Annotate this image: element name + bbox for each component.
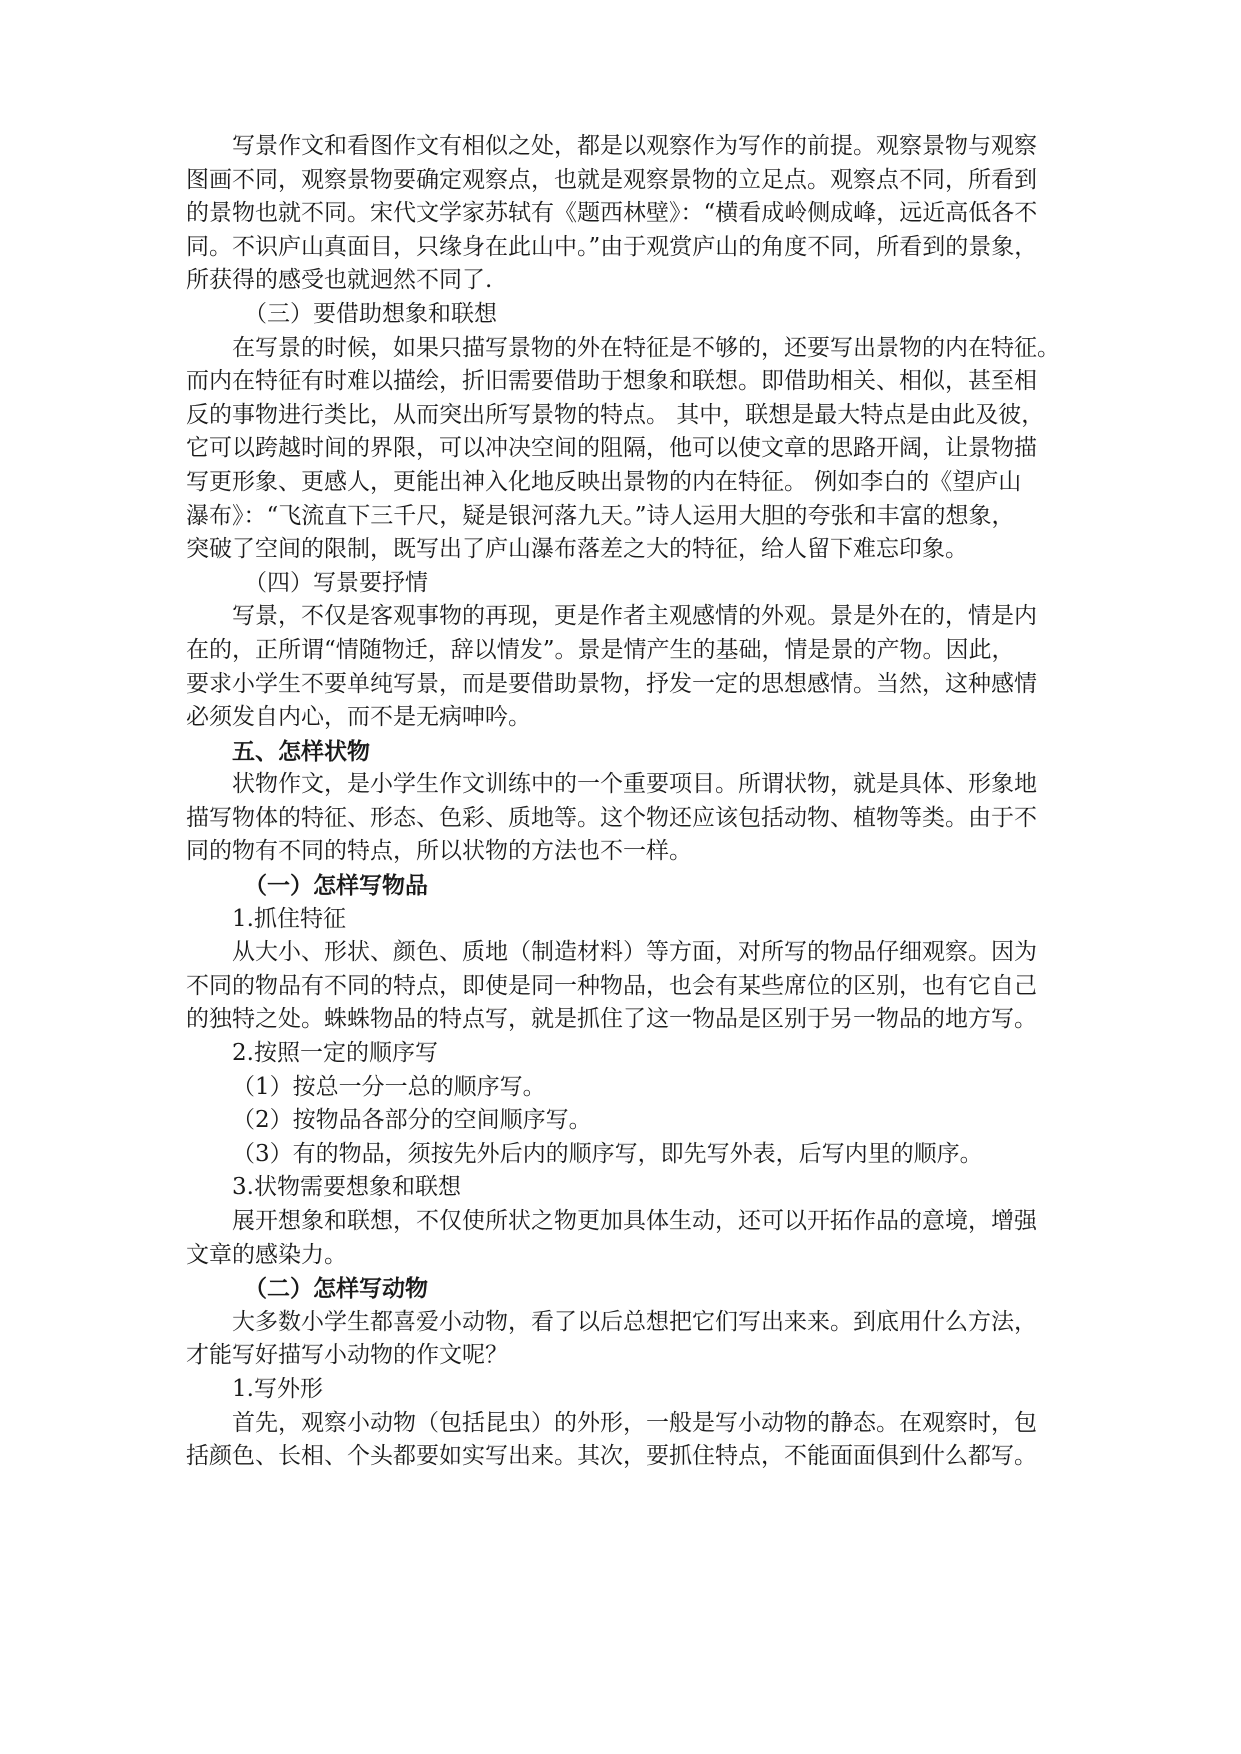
ordered-item: （3）有的物品，须按先外后内的顺序写，即先写外表，后写内里的顺序。 <box>232 1140 983 1167</box>
subheading: （一）怎样写物品 <box>244 872 428 900</box>
text-line: 状物作文，是小学生作文训练中的一个重要项目。所谓状物，就是具体、形象地 <box>232 771 1037 798</box>
subheading: （四）写景要抒情 <box>244 569 428 596</box>
text-line: 在写景的时候，如果只描写景物的外在特征是不够的，还要写出景物的内在特征。 <box>232 334 1060 361</box>
text-line: 大多数小学生都喜爱小动物，看了以后总想把它们写出来来。到底用什么方法， <box>232 1308 1037 1335</box>
text-line: 文章的感染力。 <box>186 1241 347 1268</box>
paragraph <box>186 1407 1106 1474</box>
text-line: 在的，正所谓“情随物迁，辞以情发”。景是情产生的基础，情是景的产物。因此， <box>186 636 1015 663</box>
paragraph <box>186 768 1106 869</box>
text-line: 描写物体的特征、形态、色彩、质地等。这个物还应该包括动物、植物等类。由于不 <box>186 804 1037 831</box>
text-line: 瀑布》：“飞流直下三千尺，疑是银河落九天。”诗人运用大胆的夸张和丰富的想象， <box>186 502 1015 529</box>
numbered-item: 1.抓住特征 <box>232 905 346 932</box>
paragraph <box>186 332 1106 567</box>
text-line: 括颜色、长相、个头都要如实写出来。其次，要抓住特点，不能面面俱到什么都写。 <box>186 1443 1037 1470</box>
text-line: 突破了空间的限制，既写出了庐山瀑布落差之大的特征，给人留下难忘印象。 <box>186 536 968 563</box>
document-page <box>186 130 1106 1474</box>
subheading: （三）要借助想象和联想 <box>244 300 497 327</box>
text-line: 写景，不仅是客观事物的再现，更是作者主观感情的外观。景是外在的，情是内 <box>232 603 1037 630</box>
ordered-item: （1）按总一分一总的顺序写。 <box>232 1073 546 1100</box>
text-line: 所获得的感受也就迥然不同了. <box>186 267 493 294</box>
text-line: 写更形象、更感人，更能出神入化地反映出景物的内在特征。 例如李白的《望庐山 <box>186 468 1022 495</box>
text-line: 而内在特征有时难以描绘，折旧需要借助于想象和联想。即借助相关、相似，甚至相 <box>186 368 1037 395</box>
paragraph <box>186 936 1106 1037</box>
text-line: 反的事物进行类比，从而突出所写景物的特点。 其中，联想是最大特点是由此及彼， <box>186 401 1045 428</box>
ordered-item: （2）按物品各部分的空间顺序写。 <box>232 1107 592 1134</box>
text-line: 首先，观察小动物（包括昆虫）的外形，一般是写小动物的静态。在观察时，包 <box>232 1409 1037 1436</box>
paragraph <box>186 130 1106 298</box>
text-line: 写景作文和看图作文有相似之处，都是以观察作为写作的前提。观察景物与观察 <box>232 133 1037 159</box>
text-line: 才能写好描写小动物的作文呢？ <box>186 1342 508 1369</box>
paragraph <box>186 1205 1106 1272</box>
paragraph <box>186 600 1106 734</box>
text-line: 不同的物品有不同的特点，即使是同一种物品，也会有某些席位的区别，也有它自己 <box>186 972 1037 999</box>
paragraph <box>186 1306 1106 1373</box>
section-heading: 五、怎样状物 <box>232 737 370 765</box>
numbered-item: 1.写外形 <box>232 1375 323 1402</box>
text-line: 图画不同，观察景物要确定观察点，也就是观察景物的立足点。观察点不同，所看到 <box>186 166 1037 193</box>
text-line: 它可以跨越时间的界限，可以冲决空间的阻隔，他可以使文章的思路开阔，让景物描 <box>186 435 1037 462</box>
text-line: 从大小、形状、颜色、质地（制造材料）等方面，对所写的物品仔细观察。因为 <box>232 939 1037 966</box>
text-line: 同。不识庐山真面目，只缘身在此山中。”由于观赏庐山的角度不同，所看到的景象， <box>186 233 1038 260</box>
numbered-item: 2.按照一定的顺序写 <box>232 1040 438 1067</box>
text-line: 必须发自内心，而不是无病呻吟。 <box>186 704 531 731</box>
text-line: 的景物也就不同。宋代文学家苏轼有《题西林壁》：“横看成岭侧成峰，远近高低各不 <box>186 200 1038 227</box>
text-line: 的独特之处。蛛蛛物品的特点写，就是抓住了这一物品是区别于另一物品的地方写。 <box>186 1006 1037 1033</box>
numbered-item: 3.状物需要想象和联想 <box>232 1174 461 1201</box>
subheading: （二）怎样写动物 <box>244 1275 428 1303</box>
text-line: 同的物有不同的特点，所以状物的方法也不一样。 <box>186 838 692 865</box>
text-line: 要求小学生不要单纯写景，而是要借助景物，抒发一定的思想感情。当然，这种感情 <box>186 670 1037 697</box>
text-line: 展开想象和联想，不仅使所状之物更加具体生动，还可以开拓作品的意境，增强 <box>232 1208 1037 1234</box>
